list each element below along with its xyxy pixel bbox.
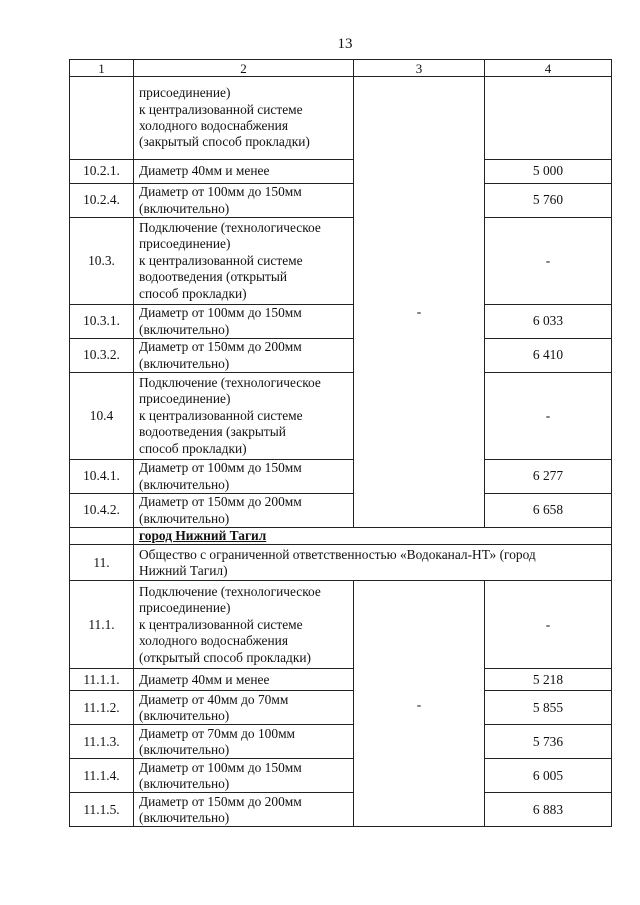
row-value: 6 883 (485, 793, 612, 827)
row-description: Подключение (технологическое присоединение) к централизованной системе холодного водоснабжения (открытый способ прокладки) (134, 581, 354, 669)
table-row (70, 691, 612, 725)
table-row (70, 339, 612, 373)
city-heading: город Нижний Тагил (134, 528, 612, 545)
table-row (70, 218, 612, 305)
row-value: 5 855 (485, 691, 612, 725)
row-description: Подключение (технологическое присоединение) к централизованной системе водоотведения (закрытый способ прокладки) (134, 373, 354, 460)
row-description: Диаметр от 100мм до 150мм (включительно) (134, 759, 354, 793)
row-id: 11.1.3. (70, 725, 134, 759)
table-row (70, 793, 612, 827)
row-id: 10.4 (70, 373, 134, 460)
row-value: 5 760 (485, 184, 612, 218)
row-id: 11.1.4. (70, 759, 134, 793)
header-col-3: 3 (354, 60, 485, 77)
header-col-2: 2 (134, 60, 354, 77)
row-value: 5 000 (485, 160, 612, 184)
city-row (70, 528, 612, 545)
row-description: Диаметр от 100мм до 150мм (включительно) (134, 460, 354, 494)
table-row (70, 581, 612, 669)
col3-value: - (354, 581, 485, 827)
row-id: 10.2.4. (70, 184, 134, 218)
row-value: 5 736 (485, 725, 612, 759)
table-row (70, 77, 612, 160)
tariff-table (69, 59, 612, 827)
row-id: 10.3.1. (70, 305, 134, 339)
table-row (70, 494, 612, 528)
row-description: Диаметр от 150мм до 200мм (включительно) (134, 494, 354, 528)
row-id: 10.4.1. (70, 460, 134, 494)
table-row (70, 305, 612, 339)
header-col-1: 1 (70, 60, 134, 77)
row-id: 11.1. (70, 581, 134, 669)
row-id: 10.3.2. (70, 339, 134, 373)
row-value: 6 277 (485, 460, 612, 494)
city-row-spacer (70, 528, 134, 545)
org-row (70, 545, 612, 581)
row-id: 11.1.5. (70, 793, 134, 827)
col3-value: - (354, 77, 485, 528)
row-description: Диаметр от 70мм до 100мм (включительно) (134, 725, 354, 759)
tariff-table-body (70, 60, 612, 827)
header-row (70, 60, 612, 77)
row-id: 11.1.2. (70, 691, 134, 725)
table-row (70, 184, 612, 218)
table-row (70, 669, 612, 691)
row-description: Диаметр от 150мм до 200мм (включительно) (134, 793, 354, 827)
row-description: Диаметр от 40мм до 70мм (включительно) (134, 691, 354, 725)
row-id: 10.2.1. (70, 160, 134, 184)
table-row (70, 373, 612, 460)
row-id: 11.1.1. (70, 669, 134, 691)
row-description: Диаметр от 100мм до 150мм (включительно) (134, 184, 354, 218)
org-id: 11. (70, 545, 134, 581)
table-row (70, 759, 612, 793)
row-description: Диаметр 40мм и менее (134, 160, 354, 184)
row-value: 6 658 (485, 494, 612, 528)
table-row (70, 160, 612, 184)
row-description: присоединение) к централизованной системе холодного водоснабжения (закрытый способ прокладки) (134, 77, 354, 160)
table-row (70, 725, 612, 759)
row-description: Диаметр от 150мм до 200мм (включительно) (134, 339, 354, 373)
row-value: - (485, 373, 612, 460)
row-id: 10.4.2. (70, 494, 134, 528)
row-value: - (485, 581, 612, 669)
page-number: 13 (337, 36, 353, 52)
row-id (70, 77, 134, 160)
row-value: 5 218 (485, 669, 612, 691)
row-description: Диаметр от 100мм до 150мм (включительно) (134, 305, 354, 339)
row-value: 6 033 (485, 305, 612, 339)
header-col-4: 4 (485, 60, 612, 77)
row-value (485, 77, 612, 160)
row-id: 10.3. (70, 218, 134, 305)
row-value: 6 005 (485, 759, 612, 793)
org-name: Общество с ограниченной ответственностью «Водоканал-НТ» (город Нижний Тагил) (134, 545, 612, 581)
row-value: 6 410 (485, 339, 612, 373)
table-row (70, 460, 612, 494)
row-description: Подключение (технологическое присоединение) к централизованной системе водоотведения (открытый способ прокладки) (134, 218, 354, 305)
row-description: Диаметр 40мм и менее (134, 669, 354, 691)
row-value: - (485, 218, 612, 305)
